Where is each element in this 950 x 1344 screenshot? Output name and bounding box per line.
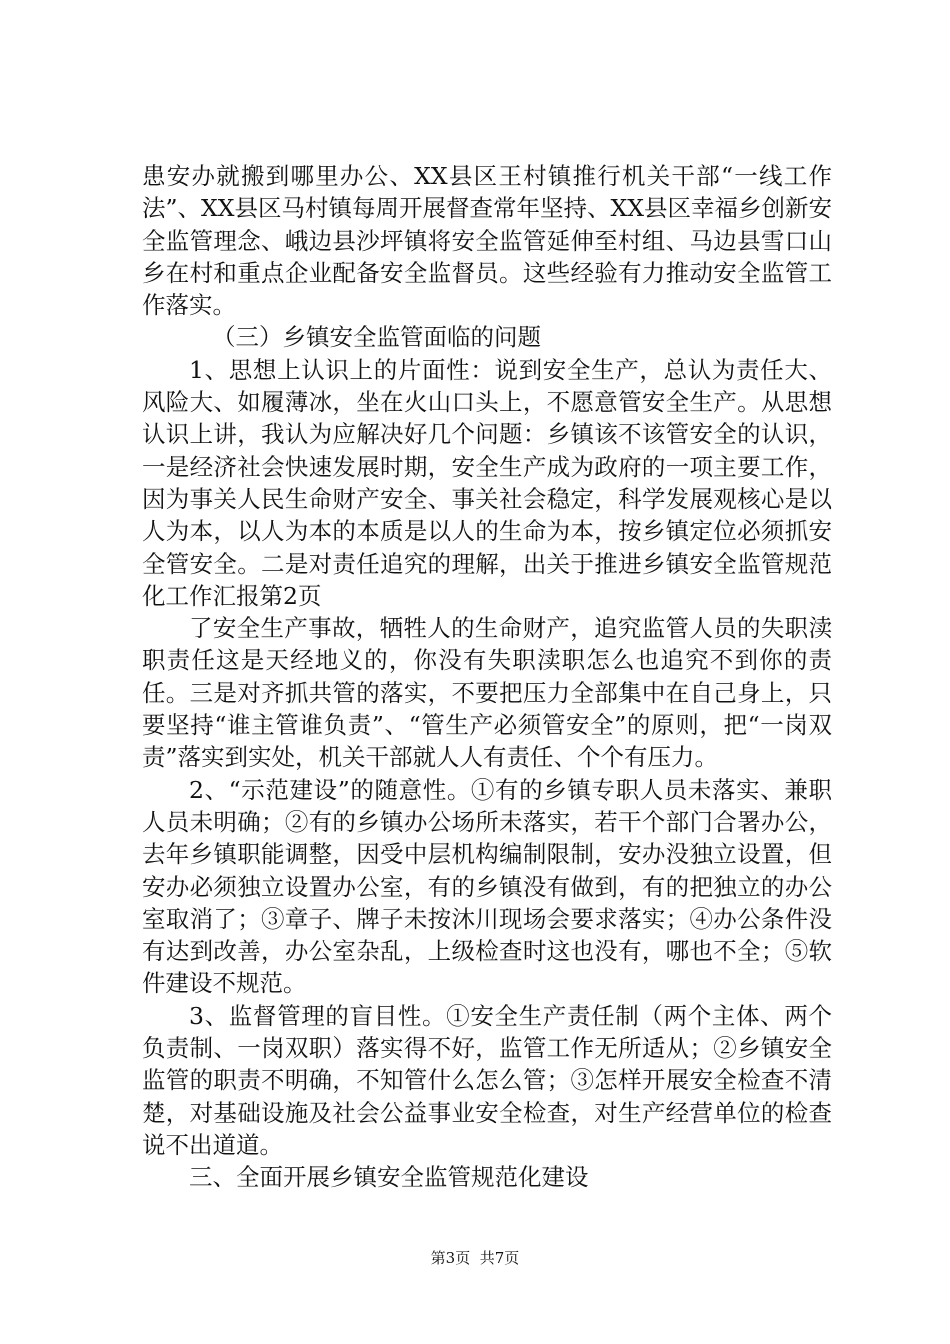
paragraph-point-2: 2、“示范建设”的随意性。①有的乡镇专职人员未落实、兼职人员未明确；②有的乡镇办公场所未落实，若干个部门合署办公，去年乡镇职能调整，因受中层机构编制限制，安办没独立设置，但安办必须独立设置办公室，有的乡镇没有做到，有的把独立的办公室取消了；③章子、牌子未按沐川现场会要求落实；④办公条件没有达到改善，办公室杂乱，上级检查时这也没有，哪也不全；⑤软件建设不规范。: [142, 775, 832, 998]
page-footer: [0, 1248, 950, 1268]
paragraph-point-1-continued: 了安全生产事故，牺牲人的生命财产，追究监管人员的失职渎职责任这是天经地义的，你没有失职渎职怎么也追究不到你的责任。三是对齐抓共管的落实，不要把压力全部集中在自己身上，只要坚持“谁主管谁负责”、“管生产必须管安全”的原则，把“一岗双责”落实到实处，机关干部就人人有责任、个个有压力。: [142, 614, 832, 772]
section-heading-problems: （三）乡镇安全监管面临的问题: [212, 323, 541, 352]
page-number: 第3页: [430, 1249, 471, 1267]
document-body: [142, 160, 832, 1194]
section-heading-three: 三、全面开展乡镇安全监管规范化建设: [189, 1163, 589, 1192]
page-total: 共7页: [479, 1249, 520, 1267]
paragraph-point-1: 1、思想上认识上的片面性：说到安全生产，总认为责任大、风险大、如履薄冰，坐在火山口头上，不愿意管安全生产。从思想认识上讲，我认为应解决好几个问题：乡镇该不该管安全的认识，一是经济社会快速发展时期，安全生产成为政府的一项主要工作，因为事关人民生命财产安全、事关社会稳定，科学发展观核心是以人为本，以人为本的本质是以人的生命为本，按乡镇定位必须抓安全管安全。二是对责任追究的理解，出关于推进乡镇安全监管规范化工作汇报第2页: [142, 355, 832, 610]
paragraph-intro-continued: 患安办就搬到哪里办公、XX县区王村镇推行机关干部“一线工作法”、XX县区马村镇每周开展督查常年坚持、XX县区幸福乡创新安全监管理念、峨边县沙坪镇将安全监管延伸至村组、马边县雪口山乡在村和重点企业配备安全监督员。这些经验有力推动安全监管工作落实。: [142, 162, 832, 320]
paragraph-point-3: 3、监督管理的盲目性。①安全生产责任制（两个主体、两个负责制、一岗双职）落实得不好，监管工作无所适从；②乡镇安全监管的职责不明确，不知管什么怎么管；③怎样开展安全检查不清楚，对基础设施及社会公益事业安全检查，对生产经营单位的检查说不出道道。: [142, 1001, 832, 1159]
